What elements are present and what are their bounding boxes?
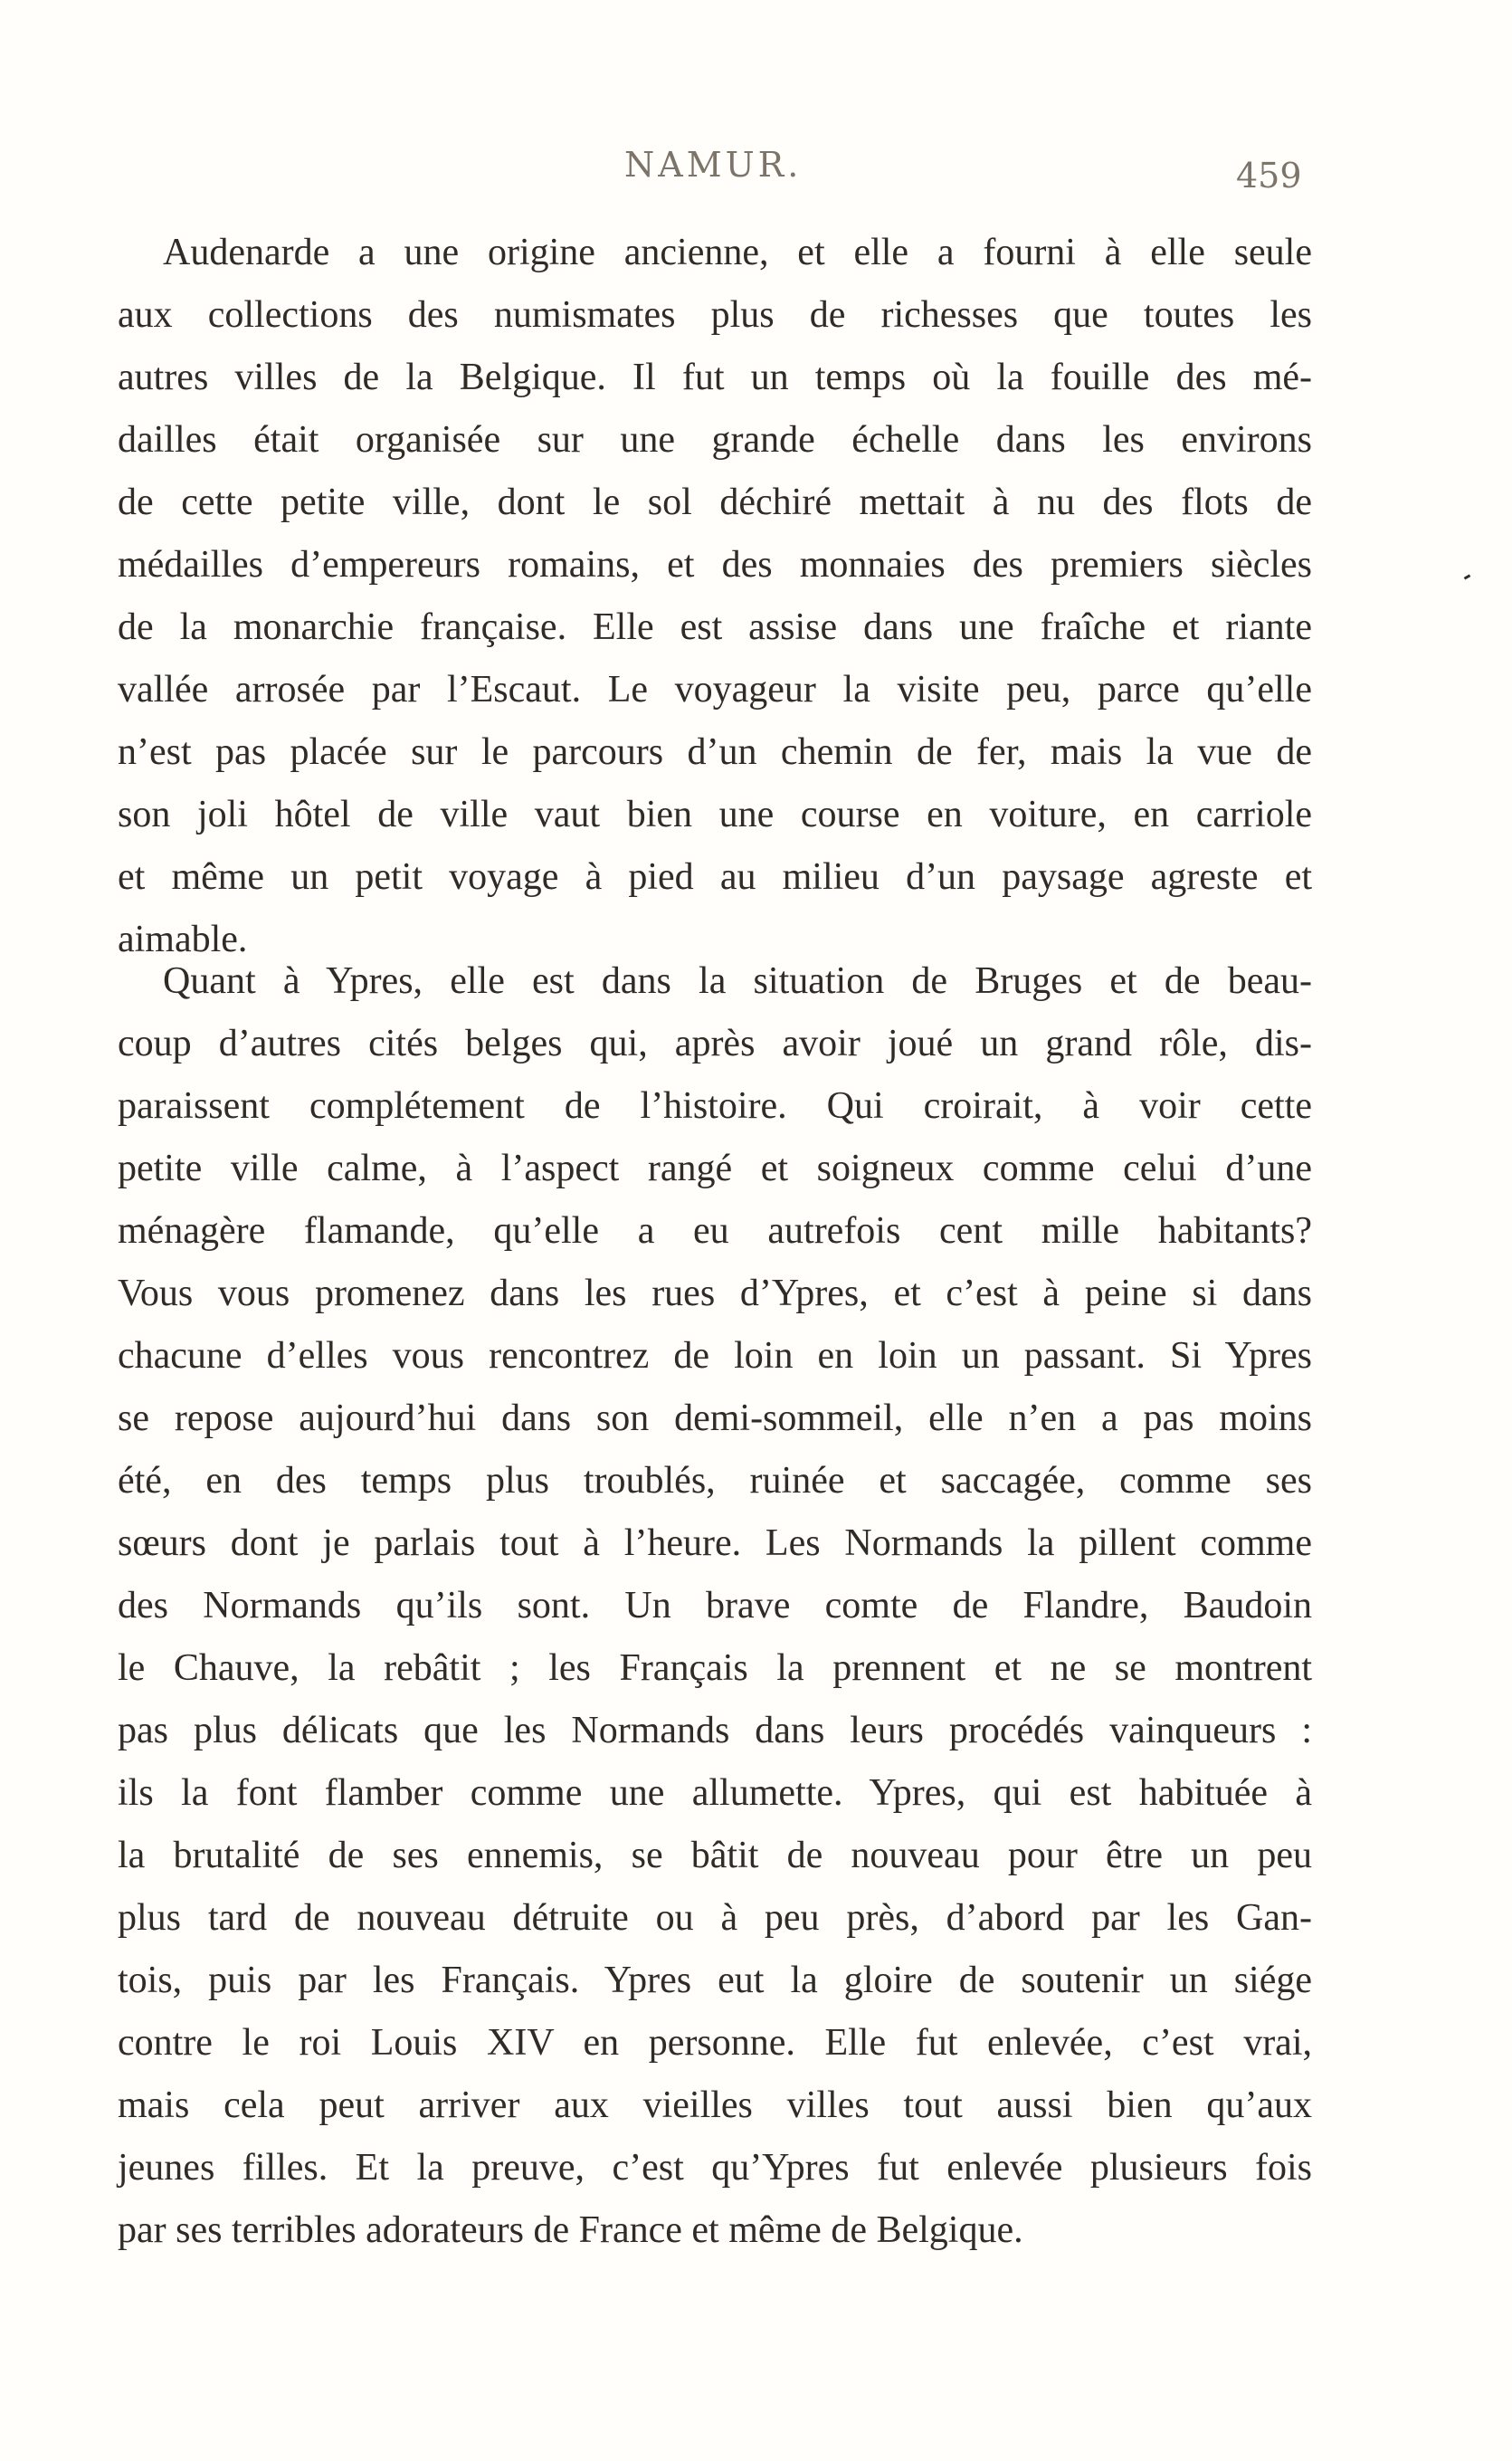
text-line: dailles était organisée sur une grande échelle dans les environs — [118, 419, 1312, 461]
text-line: de la monarchie française. Elle est assise dans une fraîche et riante — [118, 606, 1312, 648]
text-line: paraissent complétement de l’histoire. Qui croirait, à voir cette — [118, 1085, 1312, 1127]
text-line: la brutalité de ses ennemis, se bâtit de nouveau pour être un peu — [118, 1835, 1312, 1876]
text-line: ils la font flamber comme une allumette. Ypres, qui est habituée à — [118, 1772, 1312, 1814]
text-line: tois, puis par les Français. Ypres eut la gloire de soutenir un siége — [118, 1960, 1312, 2001]
running-title: NAMUR. — [624, 145, 803, 185]
text-line: vallée arrosée par l’Escaut. Le voyageur la visite peu, parce qu’elle — [118, 669, 1312, 711]
text-line: par ses terribles adorateurs de France et même de Belgique. — [118, 2209, 1023, 2251]
text-line: de cette petite ville, dont le sol déchiré mettait à nu des flots de — [118, 482, 1312, 523]
text-line: Quant à Ypres, elle est dans la situation de Bruges et de beau- — [163, 960, 1312, 1002]
text-line: jeunes filles. Et la preuve, c’est qu’Ypres fut enlevée plusieurs fois — [118, 2147, 1312, 2189]
text-line: chacune d’elles vous rencontrez de loin en loin un passant. Si Ypres — [118, 1335, 1312, 1377]
text-line: contre le roi Louis XIV en personne. Elle fut enlevée, c’est vrai, — [118, 2022, 1312, 2064]
paragraph-2 — [118, 950, 1312, 2262]
text-line: ménagère flamande, qu’elle a eu autrefois cent mille habitants? — [118, 1210, 1312, 1252]
text-line: Vous vous promenez dans les rues d’Ypres, et c’est à peine si dans — [118, 1273, 1312, 1314]
margin-mark — [1464, 574, 1471, 579]
text-line: son joli hôtel de ville vaut bien une course en voiture, en carriole — [118, 794, 1312, 835]
text-line: aux collections des numismates plus de richesses que toutes les — [118, 294, 1312, 336]
text-line: et même un petit voyage à pied au milieu d’un paysage agreste et — [118, 856, 1312, 898]
text-line: pas plus délicats que les Normands dans leurs procédés vainqueurs : — [118, 1710, 1312, 1751]
text-line: n’est pas placée sur le parcours d’un chemin de fer, mais la vue de — [118, 731, 1312, 773]
text-line: autres villes de la Belgique. Il fut un temps où la fouille des mé- — [118, 357, 1312, 398]
text-line: coup d’autres cités belges qui, après avoir joué un grand rôle, dis- — [118, 1023, 1312, 1064]
text-line: été, en des temps plus troublés, ruinée et saccagée, comme ses — [118, 1460, 1312, 1502]
text-line: petite ville calme, à l’aspect rangé et soigneux comme celui d’une — [118, 1148, 1312, 1189]
page-number: 459 — [1236, 156, 1302, 196]
text-line: médailles d’empereurs romains, et des monnaies des premiers siècles — [118, 544, 1312, 586]
text-line: aimable. — [118, 919, 248, 960]
text-line: se repose aujourd’hui dans son demi-sommeil, elle n’en a pas moins — [118, 1397, 1312, 1439]
text-line: plus tard de nouveau détruite ou à peu près, d’abord par les Gan- — [118, 1897, 1312, 1939]
text-line: mais cela peut arriver aux vieilles villes tout aussi bien qu’aux — [118, 2084, 1312, 2126]
text-line: des Normands qu’ils sont. Un brave comte de Flandre, Baudoin — [118, 1585, 1312, 1626]
text-line: sœurs dont je parlais tout à l’heure. Les Normands la pillent comme — [118, 1522, 1312, 1564]
paragraph-1 — [118, 222, 1312, 971]
text-line: Audenarde a une origine ancienne, et elle a fourni à elle seule — [163, 232, 1312, 273]
text-line: le Chauve, la rebâtit ; les Français la prennent et ne se montrent — [118, 1647, 1312, 1689]
